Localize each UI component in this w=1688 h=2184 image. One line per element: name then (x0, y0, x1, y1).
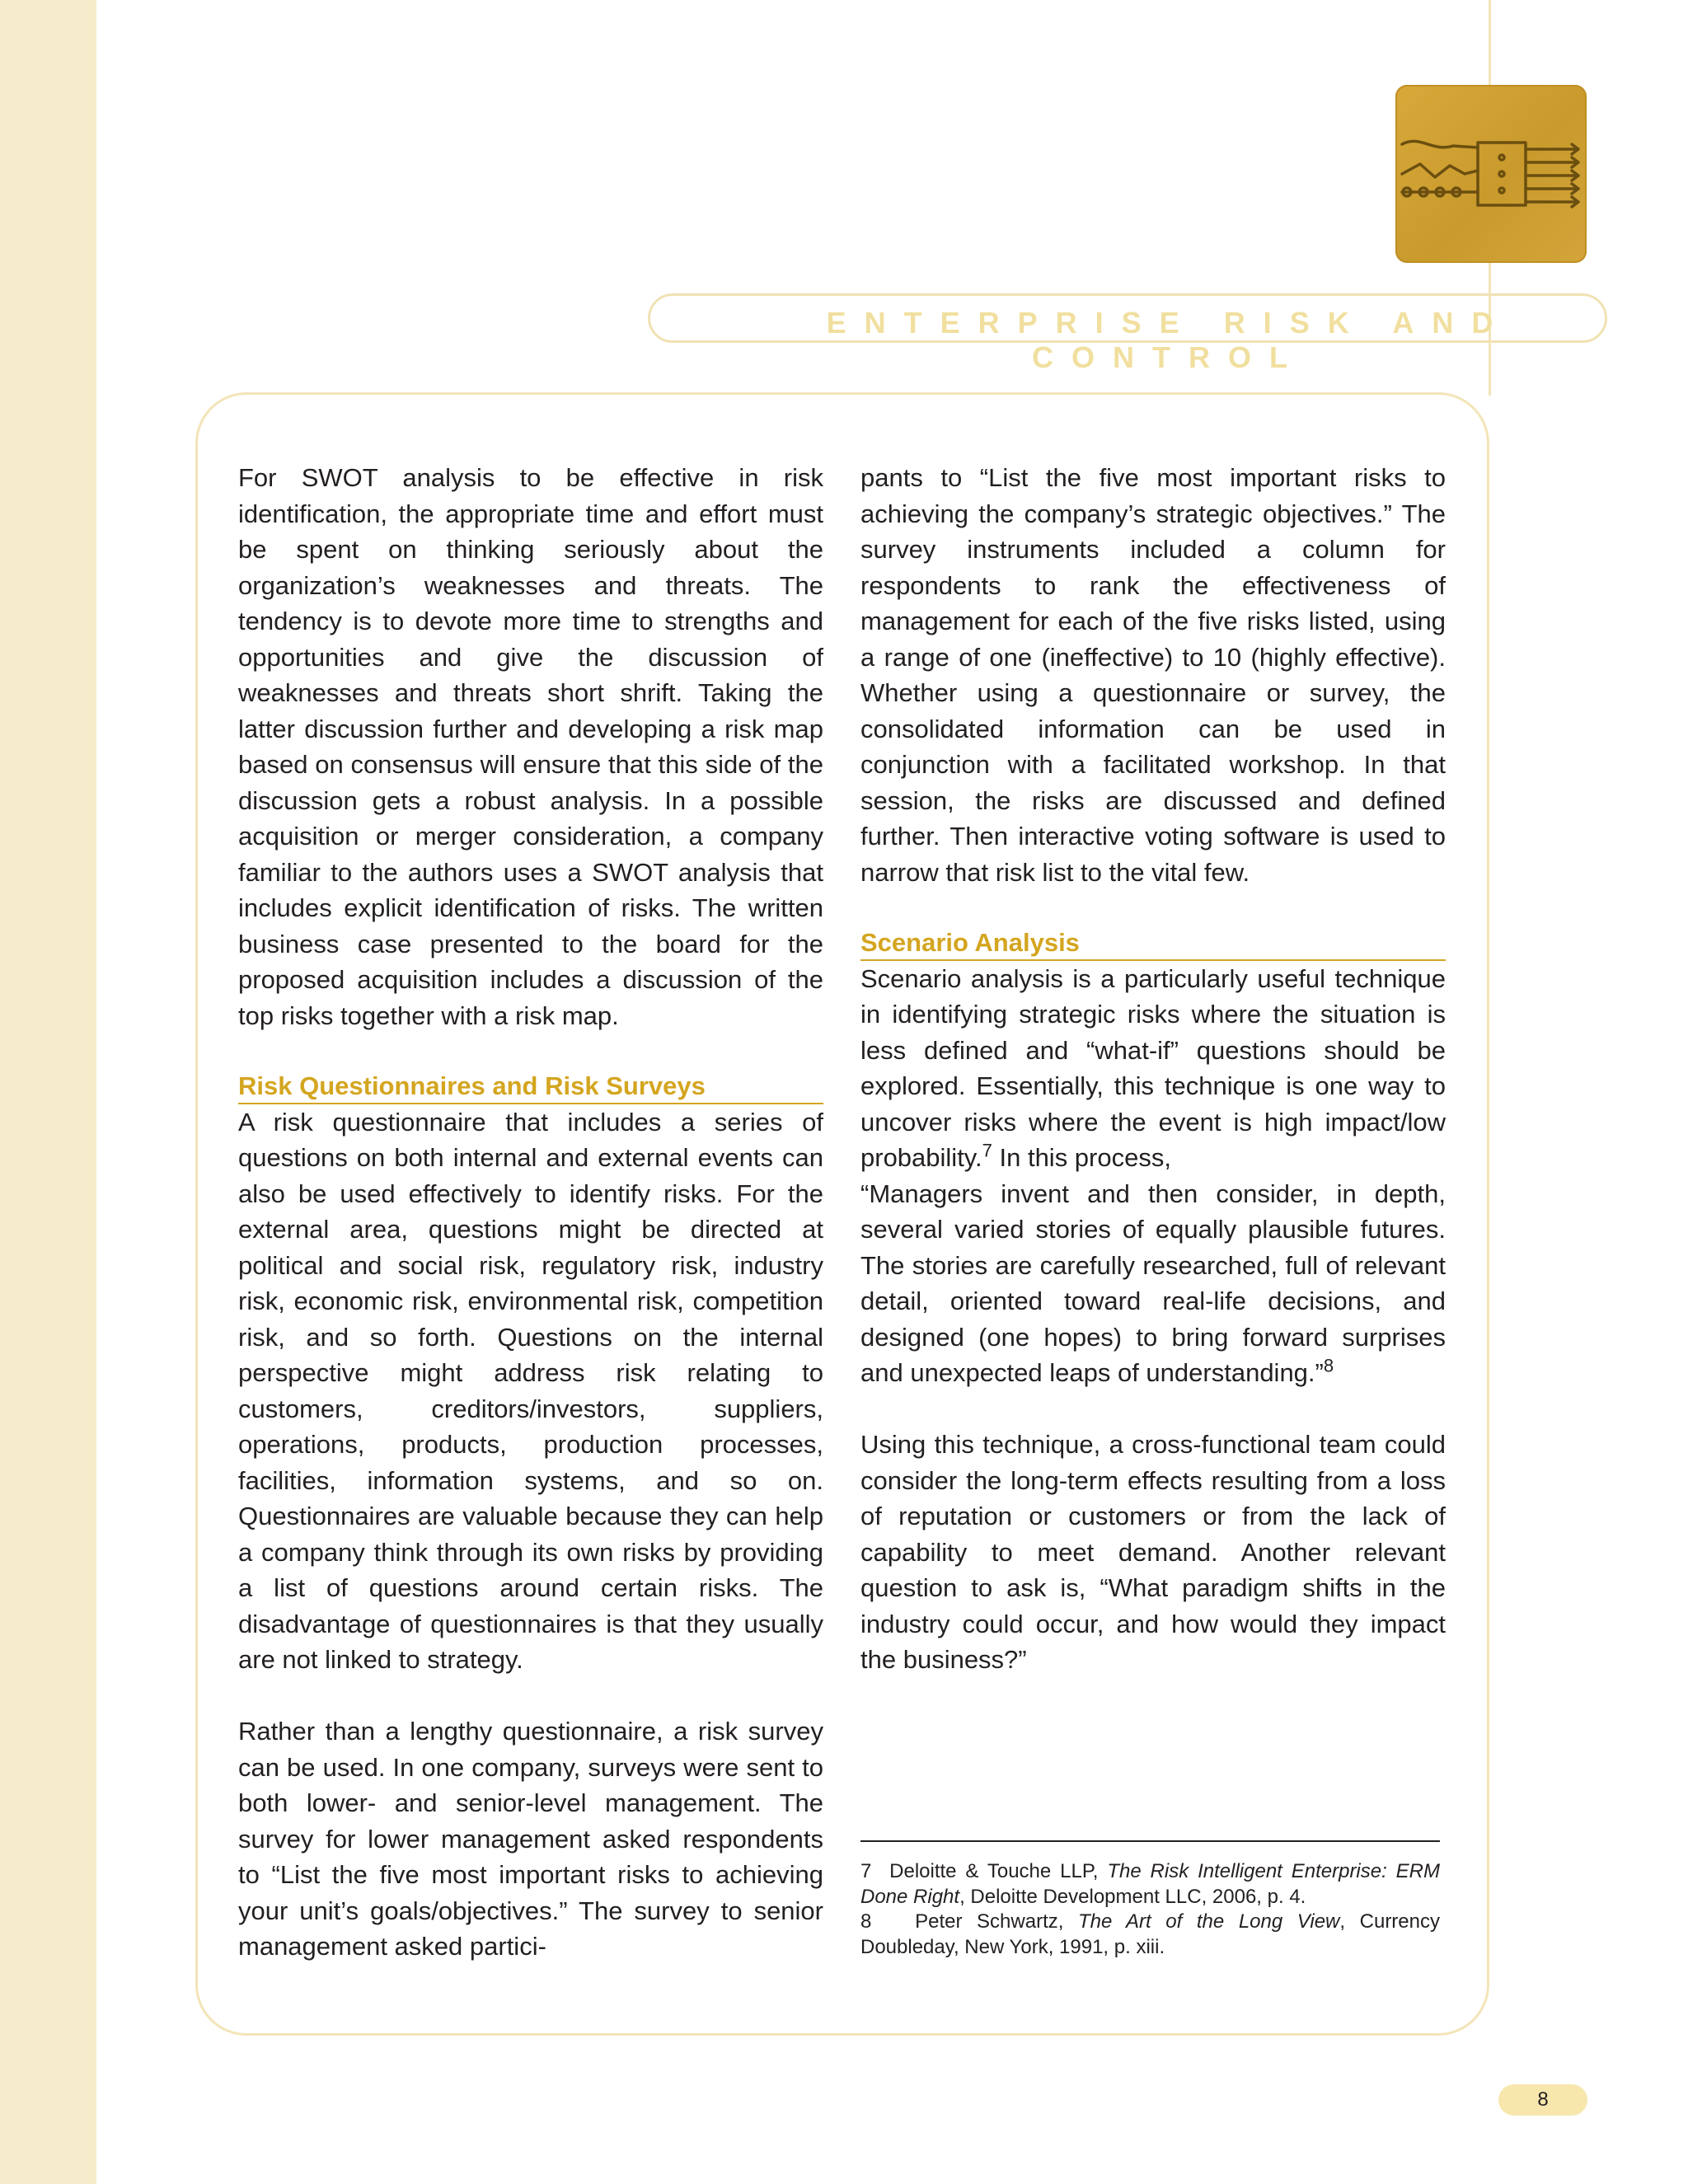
footnote-text: Deloitte & Touche LLP, (889, 1860, 1108, 1882)
paragraph-text: In this process, (992, 1143, 1171, 1172)
footnote-title: The Risk Intelligent Enterprise: ERM Done Right (860, 1860, 1440, 1908)
paragraph: For SWOT analysis to be effective in risk identification, the appropriate time and effort must be spent on thinking seriously about the organization’s weaknesses and threats. The tendency is to devote more time to strengths and opportunities and give the discussion of weaknesses and threats short shrift. Taking the latter discussion further and developing a risk map based on consensus will ensure that this side of the discussion gets a robust analysis. In a possible acquisition or merger consideration, a company familiar to the authors uses a SWOT analysis that includes explicit identification of risks. The written business case presented to the board for the proposed acquisition includes a discussion of the top risks together with a risk map. (238, 463, 823, 1030)
footnote-title: The Art of the Long View (1078, 1910, 1340, 1933)
footnote (860, 1859, 1440, 1910)
footnote-text: , Deloitte Development LLC, 2006, p. 4. (959, 1885, 1306, 1908)
footnote-divider (860, 1840, 1440, 1842)
footnote-text: Peter Schwartz, (915, 1910, 1078, 1933)
footnotes (860, 1859, 1440, 1960)
paragraph: A risk questionnaire that includes a series of questions on both internal and external events can also be used effectively to identify risks. For the external area, questions might be directed at political and social risk, regulatory risk, industry risk, economic risk, environmental risk, competition risk, and so forth. Questions on the internal perspective might address risk relating to customers, creditors/investors, suppliers, operations, products, production processes, facilities, information systems, and so on. Questionnaires are valuable because they can help a company think through its own risks by providing a list of questions around certain risks. The disadvantage of questionnaires is that they usually are not linked to strategy. (238, 1107, 823, 1674)
footnote-ref: 8 (1323, 1355, 1334, 1376)
page-title: ENTERPRISE RISK AND CONTROL (826, 306, 1512, 374)
paragraph: Rather than a lengthy questionnaire, a risk survey can be used. In one company, surveys were sent to both lower- and senior-level management. The survey for lower management asked respondents to “List the five most important risks to achieving your unit’s goals/objectives.” The survey to senior management asked partici- (238, 1717, 823, 1961)
block-quote (860, 1176, 1446, 1391)
section-heading: Scenario Analysis (860, 926, 1446, 961)
footnote-ref: 7 (982, 1140, 992, 1161)
section-heading: Risk Questionnaires and Risk Surveys (238, 1070, 823, 1104)
left-margin-strip (0, 0, 96, 2184)
circuit-chip-icon (1395, 85, 1587, 263)
paragraph (860, 961, 1446, 1176)
footnote-number: 7 (860, 1860, 872, 1882)
paragraph: Using this technique, a cross-functional team could consider the long-term effects resulting from a loss of reputation or customers or from the lack of capability to meet demand. Another relevant question to ask is, “What paradigm shifts in the industry could occur, and how would they impact the business?” (860, 1430, 1446, 1674)
quote-text: “Managers invent and then consider, in depth, several varied stories of equally plausible futures. The stories are carefully researched, full of relevant detail, oriented toward real-life decisions, and designed (one hopes) to bring forward surprises and unexpected leaps of understanding.” (860, 1179, 1446, 1387)
footnote-text: , Currency Doubleday, New York, 1991, p. xiii. (860, 1910, 1440, 1958)
paragraph: pants to “List the five most important risks to achieving the company’s strategic objectives.” The survey instruments included a column for respondents to rank the effectiveness of management for each of the five risks listed, using a range of one (ineffective) to 10 (highly effective). Whether using a questionnaire or survey, the consolidated information can be used in conjunction with a facilitated workshop. In that session, the risks are discussed and defined further. Then interactive voting software is used to narrow that risk list to the vital few. (860, 463, 1446, 887)
right-column (860, 460, 1446, 1678)
footnote-number: 8 (860, 1910, 872, 1933)
header-banner (648, 293, 1607, 374)
paragraph-text: Scenario analysis is a particularly useful technique in identifying strategic risks where the situation is less defined and “what-if” questions should be explored. Essentially, this technique is one way to uncover risks where the event is high impact/low probability. (860, 963, 1446, 1172)
footnote (860, 1910, 1440, 1960)
page-number: 8 (1498, 2084, 1587, 2116)
left-column (238, 460, 823, 1965)
